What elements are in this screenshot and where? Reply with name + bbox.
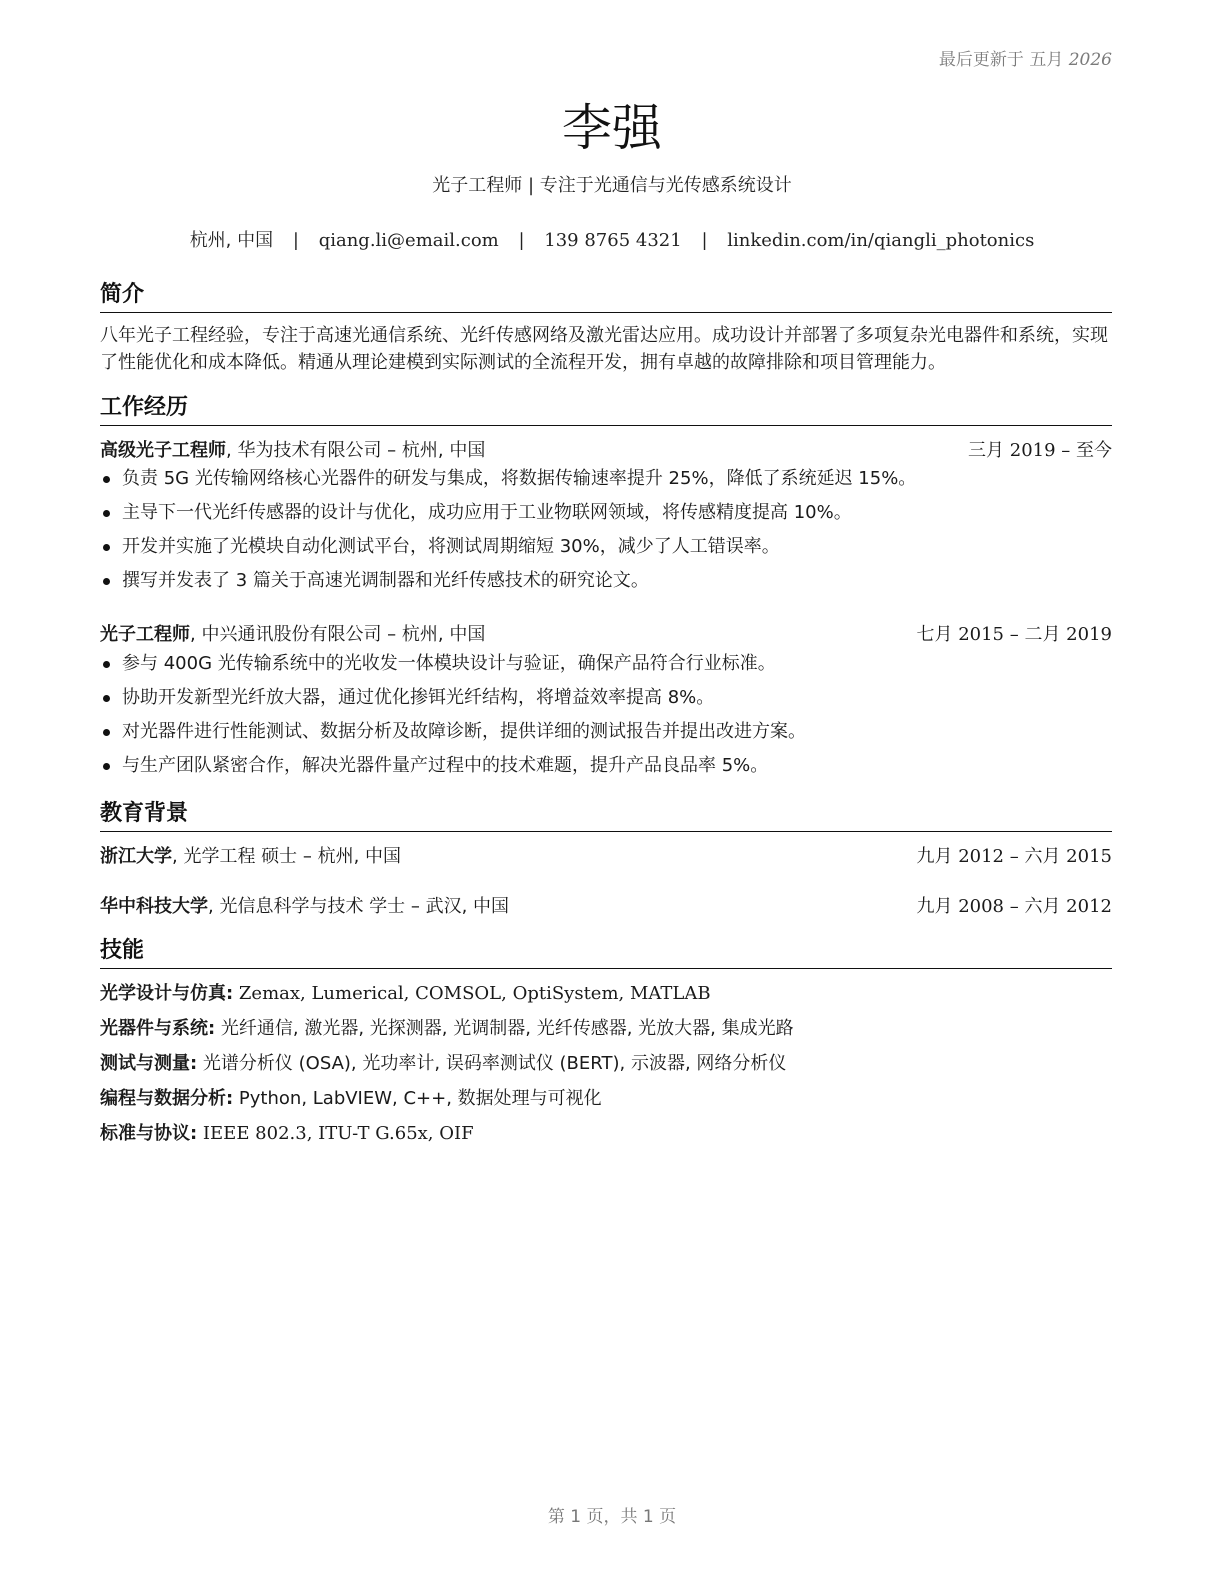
job-company: , 中兴通讯股份有限公司 – 杭州, 中国 xyxy=(190,624,486,645)
section-title-summary: 简介 xyxy=(100,277,1112,313)
job-company: , 华为技术有限公司 – 杭州, 中国 xyxy=(226,440,486,461)
job-dates: 三月 2019 – 至今 xyxy=(968,440,1112,461)
list-item: 与生产团队紧密合作，解决光器件量产过程中的技术难题，提升产品良品率 5%。 xyxy=(100,753,1112,787)
bullet-icon xyxy=(103,510,110,517)
job-bullets xyxy=(100,651,1112,787)
contact-separator: | xyxy=(518,230,525,251)
section-title-skills: 技能 xyxy=(100,933,1112,969)
list-item: 负责 5G 光传输网络核心光器件的研发与集成，将数据传输速率提升 25%，降低了系统延迟 15%。 xyxy=(100,466,1112,500)
last-updated-label: 最后更新于 五月 xyxy=(938,50,1064,70)
candidate-tagline: 光子工程师 | 专注于光通信与光传感系统设计 xyxy=(432,175,792,196)
education-dates: 九月 2012 – 六月 2015 xyxy=(916,846,1112,867)
skill-label: 光器件与系统: xyxy=(100,1018,216,1039)
job-header xyxy=(100,436,1112,462)
contact-location: 杭州, 中国 xyxy=(189,230,274,251)
skill-label: 光学设计与仿真: xyxy=(100,983,234,1004)
job-role: 光子工程师 xyxy=(100,624,190,645)
education-dates: 九月 2008 – 六月 2012 xyxy=(916,896,1112,917)
skill-row xyxy=(100,1014,1112,1040)
contact-email-link[interactable]: qiang.li@email.com xyxy=(318,230,499,251)
school-name: 华中科技大学 xyxy=(100,896,208,917)
skill-value: 光谱分析仪 (OSA), 光功率计, 误码率测试仪 (BERT), 示波器, 网络分析仪 xyxy=(197,1053,787,1074)
skill-row xyxy=(100,1049,1112,1075)
skill-row xyxy=(100,979,1112,1005)
education-entry xyxy=(100,842,1112,868)
last-updated-year: 2026 xyxy=(1068,50,1112,70)
skill-value: Python, LabVIEW, C++, 数据处理与可视化 xyxy=(233,1088,602,1109)
bullet-icon xyxy=(103,578,110,585)
list-item: 开发并实施了光模块自动化测试平台，将测试周期缩短 30%，减少了人工错误率。 xyxy=(100,534,1112,568)
skill-row xyxy=(100,1119,1112,1145)
bullet-icon xyxy=(103,695,110,702)
bullet-icon xyxy=(103,763,110,770)
skill-value: Zemax, Lumerical, COMSOL, OptiSystem, MATLAB xyxy=(233,983,711,1004)
list-item: 对光器件进行性能测试、数据分析及故障诊断，提供详细的测试报告并提出改进方案。 xyxy=(100,719,1112,753)
list-item: 参与 400G 光传输系统中的光收发一体模块设计与验证，确保产品符合行业标准。 xyxy=(100,651,1112,685)
skill-row xyxy=(100,1084,1112,1110)
list-item: 撰写并发表了 3 篇关于高速光调制器和光纤传感技术的研究论文。 xyxy=(100,568,1112,602)
bullet-icon xyxy=(103,476,110,483)
degree-detail: , 光信息科学与技术 学士 – 武汉, 中国 xyxy=(208,896,510,917)
skill-label: 编程与数据分析: xyxy=(100,1088,234,1109)
skill-value: 光纤通信, 激光器, 光探测器, 光调制器, 光纤传感器, 光放大器, 集成光路 xyxy=(215,1018,794,1039)
section-title-experience: 工作经历 xyxy=(100,390,1112,426)
job-bullets xyxy=(100,466,1112,602)
contact-line xyxy=(0,226,1224,252)
skill-value: IEEE 802.3, ITU-T G.65x, OIF xyxy=(197,1123,474,1144)
skill-label: 标准与协议: xyxy=(100,1123,198,1144)
contact-separator: | xyxy=(292,230,299,251)
bullet-icon xyxy=(103,544,110,551)
contact-separator: | xyxy=(701,230,708,251)
list-item: 主导下一代光纤传感器的设计与优化，成功应用于工业物联网领域，将传感精度提高 10%。 xyxy=(100,500,1112,534)
school-name: 浙江大学 xyxy=(100,846,172,867)
contact-phone: 139 8765 4321 xyxy=(544,230,682,251)
contact-linkedin-link[interactable]: linkedin.com/in/qiangli_photonics xyxy=(727,230,1035,251)
page-number: 第 1 页，共 1 页 xyxy=(547,1507,677,1527)
job-header xyxy=(100,620,1112,646)
degree-detail: , 光学工程 硕士 – 杭州, 中国 xyxy=(172,846,402,867)
list-item: 协助开发新型光纤放大器，通过优化掺铒光纤结构，将增益效率提高 8%。 xyxy=(100,685,1112,719)
section-title-education: 教育背景 xyxy=(100,796,1112,832)
skill-label: 测试与测量: xyxy=(100,1053,198,1074)
candidate-name: 李强 xyxy=(562,99,662,157)
last-updated xyxy=(939,45,1112,70)
job-dates: 七月 2015 – 二月 2019 xyxy=(916,624,1112,645)
bullet-icon xyxy=(103,729,110,736)
summary-text: 八年光子工程经验，专注于高速光通信系统、光纤传感网络及激光雷达应用。成功设计并部署了多项复杂光电器件和系统，实现了性能优化和成本降低。精通从理论建模到实际测试的全流程开发，拥有卓越的故障排除和项目管理能力。 xyxy=(100,325,1108,373)
education-entry xyxy=(100,892,1112,918)
job-role: 高级光子工程师 xyxy=(100,440,226,461)
bullet-icon xyxy=(103,661,110,668)
